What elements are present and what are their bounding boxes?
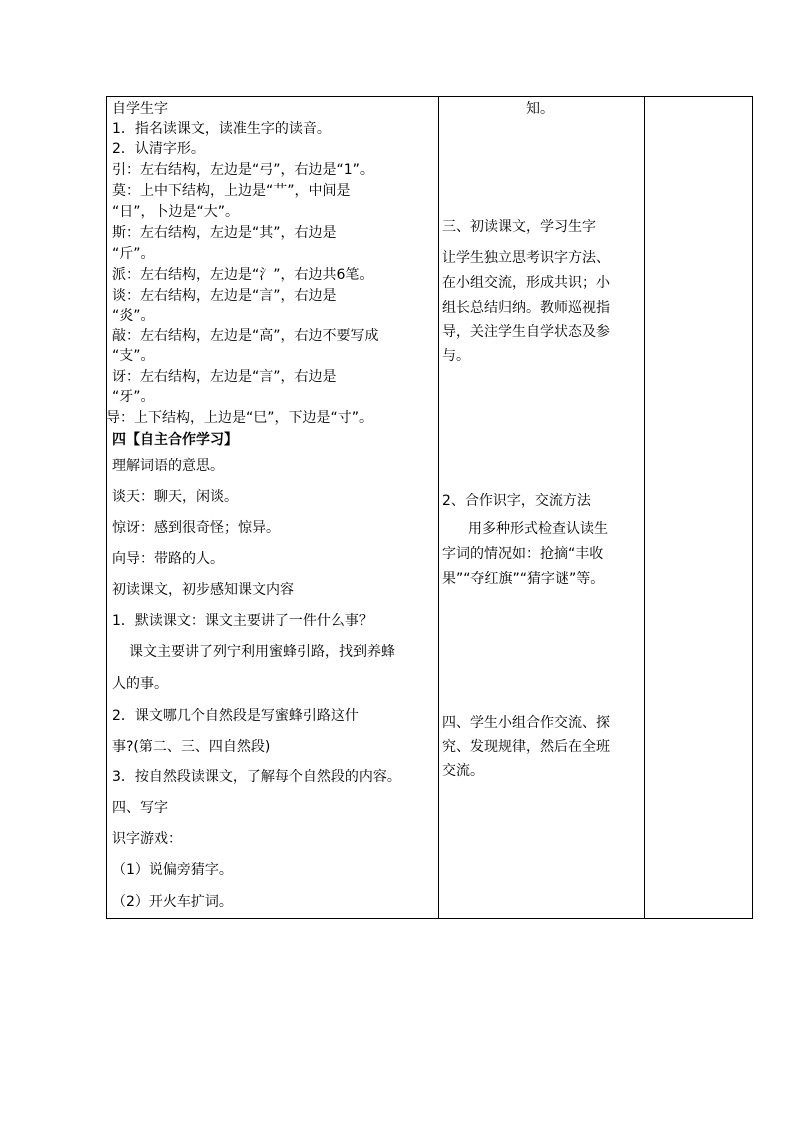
- col2-line: 交流。: [442, 763, 484, 779]
- col1-line: 理解词语的意思。: [112, 458, 224, 474]
- col1-line: 事?(第二、三、四自然段): [112, 739, 271, 755]
- col1-line: 3．按自然段读课文，了解每个自然段的内容。: [112, 769, 401, 785]
- col1-line: 斯：左右结构，左边是“其”，右边是: [112, 225, 337, 241]
- col1-line: “日”，卜边是“大”。: [112, 204, 240, 220]
- col2-line: 究、发现规律，然后在全班: [442, 739, 610, 755]
- col1-line: 惊讶：感到很奇怪；惊异。: [112, 520, 280, 536]
- col2-line: 在小组交流，形成共识；小: [442, 275, 610, 291]
- col1-line: “支”。: [112, 348, 155, 364]
- col2-heading: 三、初读课文，学习生字: [442, 219, 596, 235]
- col1-line: “斤”。: [112, 246, 155, 262]
- col1-line: 初读课文，初步感知课文内容: [112, 582, 294, 598]
- col2-line: 果”“夺红旗”“猜字谜”等。: [442, 571, 605, 587]
- col1-line: 引：左右结构，左边是“弓”，右边是“1”。: [112, 162, 374, 178]
- col2-line: 导，关注学生自学状态及参: [442, 324, 610, 340]
- col1-line: 讶：左右结构，左边是“言”，右边是: [112, 369, 337, 385]
- col2-line: 与。: [442, 348, 470, 364]
- col1-line: 2．认清字形。: [112, 141, 205, 157]
- col1-line: 人的事。: [112, 676, 168, 692]
- col2-line: 组长总结归纳。教师巡视指: [442, 300, 610, 316]
- col1-line: 1．指名读课文，读准生字的读音。: [112, 121, 331, 137]
- col1-line: 四、写字: [112, 800, 168, 816]
- col1-line: 自学生字: [112, 101, 168, 117]
- col1-line: 莫：上中下结构，上边是“艹”，中间是: [112, 183, 351, 199]
- col1-line: 课文主要讲了列宁利用蜜蜂引路，找到养蜂: [129, 644, 395, 660]
- col1-line: 谈天：聊天，闲谈。: [112, 489, 238, 505]
- col1-line: 1．默读课文：课文主要讲了一件什么事？: [112, 613, 373, 629]
- col1-line: （2）开火车扩词。: [112, 894, 233, 910]
- column-divider-1: [438, 97, 439, 918]
- col1-line: 敲：左右结构，左边是“高”，右边不要写成: [112, 328, 379, 344]
- col1-line: 向导：带路的人。: [112, 551, 224, 567]
- col1-line: “炎”。: [112, 308, 155, 324]
- col2-line: 四、学生小组合作交流、探: [442, 715, 610, 731]
- col2-heading: 2、合作识字，交流方法: [442, 493, 591, 509]
- col1-line: “牙”。: [112, 389, 155, 405]
- col1-line: 2．课文哪几个自然段是写蜜蜂引路这什: [112, 708, 359, 724]
- col1-line: 导：上下结构，上边是“巳”，下边是“寸”。: [106, 410, 374, 426]
- section-heading: 四【自主合作学习】: [112, 432, 238, 448]
- col2-line: 让学生独立思考识字方法、: [442, 250, 610, 266]
- col1-line: 谈：左右结构，左边是“言”，右边是: [112, 288, 337, 304]
- col2-line: 字词的情况如：抢摘“丰收: [442, 546, 604, 562]
- col2-line: 用多种形式检查认读生: [468, 521, 608, 537]
- col1-line: （1）说偏旁猜字。: [112, 862, 233, 878]
- col1-line: 识字游戏：: [112, 831, 182, 847]
- col2-line: 知。: [526, 101, 554, 117]
- column-divider-2: [644, 97, 645, 918]
- col1-line: 派：左右结构，左边是“氵”，右边共6笔。: [112, 267, 374, 283]
